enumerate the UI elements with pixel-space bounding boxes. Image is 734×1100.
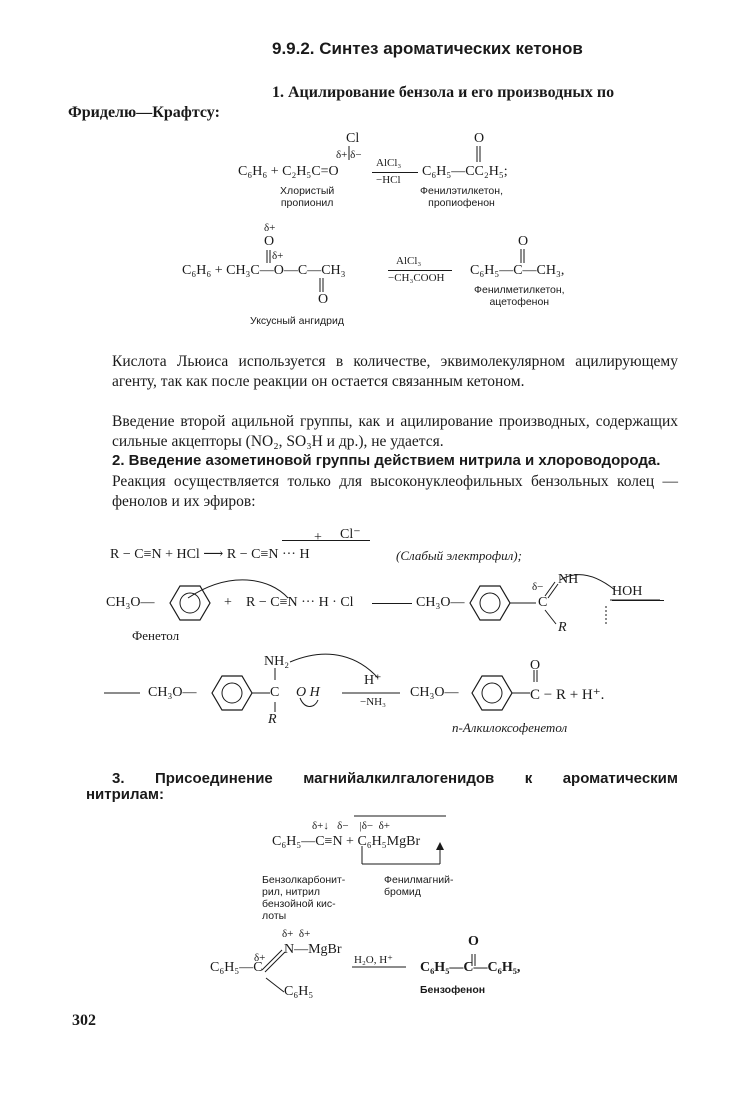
p2-eq3-drawing	[0, 650, 734, 740]
p3-eq1: C₆H₅—C≡N + C₆H₅MgBr	[272, 834, 421, 849]
r2-delta-mid: δ+	[272, 250, 284, 262]
r1-lhs: C₆H₆ + C₂H₅C=O	[238, 164, 339, 179]
section-title: 9.9.2. Синтез ароматических кетонов	[272, 39, 583, 58]
benzene-ring	[472, 676, 512, 710]
p2-eq2-water-arrow	[612, 600, 664, 601]
p3-eq2-o: O	[468, 934, 479, 949]
r2-reagent-caption: Уксусный ангидрид	[250, 315, 344, 327]
p3-eq2-arrow-label: H₂O, H⁺	[354, 954, 393, 966]
r2-lhs: C₆H₆ + CH₃C—O—C—CH₃	[182, 263, 346, 278]
fenetol-label: Фенетол	[132, 628, 180, 643]
p2-eq1-note: (Слабый электрофил);	[396, 548, 522, 563]
r1-delta: δ+ δ−	[336, 149, 362, 161]
p3-eq2-name: Бензофенон	[420, 984, 486, 996]
p2-eq3-r: R	[268, 712, 277, 727]
r1-reagent-caption: Хлористый пропионил	[280, 185, 335, 209]
r2-cat-bottom: −CH₃COOH	[388, 272, 445, 284]
p2-eq2-electrophile: R − C≡N ··· H · Cl	[246, 595, 354, 610]
p2-eq3-name: n-Алкилоксофенетол	[452, 720, 568, 735]
r2-bonds	[0, 0, 734, 320]
p2-eq2-product: CH₃O—	[416, 595, 465, 610]
p2-eq1-cl: Cl⁻	[340, 527, 361, 542]
p2-eq2-nh: NH	[558, 572, 579, 587]
p2-eq3-lhs: CH₃O—	[148, 685, 197, 700]
r1-cat-bottom: −HCl	[376, 174, 401, 186]
p3-eq2-drawing	[0, 940, 734, 1010]
p2-eq1-plus: +	[314, 530, 322, 545]
part2-text: Реакция осуществляется только для высоконуклеофильных бензольных колец — фенолов и их эфиров:	[112, 473, 678, 510]
p3-eq1-deltas: δ+↓ δ− |δ− δ+	[312, 820, 390, 832]
p2-eq3-hplus: H⁺	[364, 673, 382, 688]
p3-eq2-lhs-bottom: C₆H₅	[284, 984, 314, 999]
p3-eq2-rhs: C₆H₅—C—C₆H₅,	[420, 960, 521, 975]
page-number: 302	[72, 1012, 96, 1029]
p3-eq2-lhs: C₆H₅—C	[210, 960, 263, 975]
r2-o-top: O	[264, 234, 275, 249]
r2-delta-top: δ+	[264, 222, 276, 234]
p2-eq3-nh2: NH₂	[264, 654, 290, 669]
r1-rhs: C₆H₅—CC₂H₅;	[422, 164, 508, 179]
p3-eq2-delta: δ+	[254, 952, 266, 964]
p2-eq3-minus-nh3: −NH₃	[360, 696, 386, 708]
part1-title-line2: Фриделю—Крафтсу:	[68, 104, 220, 121]
p2-eq2-c: C	[538, 595, 548, 610]
r2-o-bottom: O	[318, 292, 329, 307]
p2-eq2-r: R	[558, 620, 567, 635]
p2-eq3-o: O	[530, 658, 541, 673]
part3-title-line1: 3. Присоединение магнийалкилгалогенидов к ароматическим	[112, 770, 678, 787]
p2-eq2-delta: δ−	[532, 581, 544, 593]
paragraph-lewis-acid: Кислота Льюиса используется в количестве, эквимолекулярном ацилирующему агенту, так как после реакции он остается связанным кетоном.	[112, 353, 678, 390]
p2-eq2-arrow	[372, 603, 412, 604]
p3-caption-left: Бензолкарбонит- рил, нитрил бензойной кис- лоты	[262, 874, 346, 922]
p2-eq1-bracket	[282, 540, 370, 541]
p2-eq3-c: C	[270, 685, 280, 700]
benzene-ring	[170, 586, 210, 620]
r1-cl: Cl	[346, 131, 360, 146]
p2-eq2-plus: +	[224, 595, 232, 610]
r2-rhs: C₆H₅—C—CH₃,	[470, 263, 565, 278]
paragraph-second-acyl: Введение второй ацильной группы, как и ацилирование производных, содержащих сильные акцепторы (NO₂, SO₃H и др.), не удается.	[112, 413, 678, 450]
r1-o: O	[474, 131, 485, 146]
r1-product-caption: Фенилэтилкетон, пропиофенон	[420, 185, 503, 209]
p2-eq2-reagent: CH₃O—	[106, 595, 155, 610]
part2-title: 2. Введение азометиновой группы действием нитрила и хлороводорода.	[112, 452, 661, 469]
p2-eq3-oh: O H	[296, 685, 320, 700]
r2-product-caption: Фенилметилкетон, ацетофенон	[474, 284, 565, 308]
r2-o-product: O	[518, 234, 529, 249]
p2-eq3-product: CH₃O—	[410, 685, 459, 700]
benzene-ring	[212, 676, 252, 710]
p3-eq2-top-deltas: δ+ δ+	[282, 928, 311, 940]
p2-eq2-water: HOH	[612, 584, 643, 599]
benzene-ring	[470, 586, 510, 620]
p3-eq2-n: N—MgBr	[284, 942, 342, 957]
r1-cat-top: AlCl₃	[376, 157, 402, 169]
p3-caption-right: Фенилмагний- бромид	[384, 874, 454, 898]
p2-eq1-lhs: R − C≡N + HCl ⟶ R − C≡N ··· H	[110, 547, 310, 562]
p2-eq3-product-tail: C − R + H⁺.	[530, 687, 605, 703]
r2-cat-top: AlCl₃	[396, 255, 422, 267]
part3-title-line2: нитрилам:	[86, 786, 164, 803]
part1-title-line1: 1. Ацилирование бензола и его производных по	[272, 84, 615, 101]
